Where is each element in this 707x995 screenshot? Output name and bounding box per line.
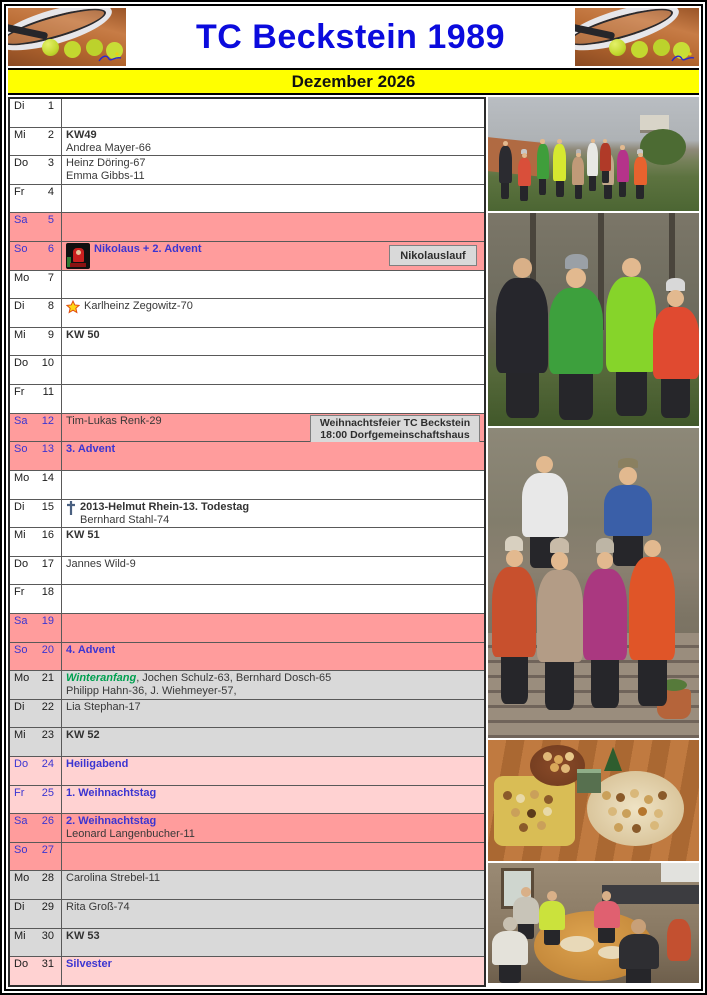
- day-label: [10, 299, 62, 327]
- day-number: 7: [47, 271, 54, 284]
- bush: [640, 129, 686, 165]
- person-figure: [553, 139, 566, 197]
- weekday-abbrev: So: [14, 843, 28, 856]
- event-line: [66, 701, 141, 714]
- entry-text: Karlheinz Zegowitz-70: [84, 300, 193, 313]
- calendar-row-mi-30: [10, 929, 484, 958]
- event-line: [66, 685, 331, 698]
- weekday-abbrev: Di: [14, 901, 25, 914]
- day-label: [10, 871, 62, 899]
- calendar-row-do-3: [10, 156, 484, 185]
- weekday-abbrev: Di: [14, 100, 25, 112]
- event-line: [80, 501, 249, 514]
- day-label: [10, 271, 62, 299]
- signature-mark: [670, 52, 696, 64]
- day-content: [62, 128, 484, 156]
- day-label: [10, 385, 62, 413]
- event-line: [94, 243, 202, 256]
- day-label: [10, 757, 62, 785]
- cookie-box: [494, 776, 574, 846]
- event-line: [66, 787, 156, 800]
- calendar-row-di-1: [10, 99, 484, 128]
- calendar-row-do-24: [10, 757, 484, 786]
- four-nordic-walkers-photo: [488, 213, 699, 426]
- day-number: 16: [41, 529, 54, 542]
- clay-court: [488, 137, 543, 177]
- weekday-abbrev: Fr: [14, 586, 25, 599]
- event-line: [66, 901, 130, 914]
- day-label: [10, 471, 62, 499]
- calendar-row-mo-7: [10, 271, 484, 300]
- entry-text: Winteranfang: [66, 672, 137, 685]
- photo-column: [488, 97, 699, 987]
- day-label: [10, 643, 62, 671]
- calendar-row-sa-12: [10, 414, 484, 443]
- event-line: [66, 672, 331, 685]
- note-line: 18:00 Dorfgemeinschaftshaus: [320, 428, 470, 441]
- person-figure: [606, 258, 656, 416]
- weekday-abbrev: So: [14, 243, 28, 256]
- day-label: [10, 843, 62, 871]
- candle: [577, 769, 601, 793]
- weekday-abbrev: Mo: [14, 672, 30, 685]
- day-content: [62, 557, 484, 585]
- day-label: [10, 328, 62, 356]
- calendar-row-mo-28: [10, 871, 484, 900]
- weekday-abbrev: Sa: [14, 414, 28, 427]
- day-content: [62, 500, 484, 528]
- entry-text: Carolina Strebel-11: [66, 872, 160, 885]
- day-content: [62, 614, 484, 642]
- day-label: [10, 213, 62, 241]
- event-line: [66, 443, 115, 456]
- entry-text: Andrea Mayer-66: [66, 141, 151, 154]
- person-figure: [539, 891, 565, 945]
- calendar-row-di-15: [10, 500, 484, 529]
- day-label: [10, 557, 62, 585]
- event-line: [66, 758, 128, 771]
- weekday-abbrev: Sa: [14, 815, 28, 828]
- day-content: [62, 843, 484, 871]
- person-figure: [594, 891, 620, 943]
- day-content: [62, 585, 484, 613]
- person-figure: [600, 139, 611, 183]
- tennis-photo-right: [575, 8, 699, 66]
- six-nordic-walkers-steps-photo: [488, 428, 699, 738]
- christmas-cookies-photo: [488, 740, 699, 861]
- red-jacket-on-chair: [667, 919, 691, 961]
- day-label: [10, 442, 62, 470]
- day-number: 20: [41, 643, 54, 656]
- day-number: 29: [41, 901, 54, 914]
- entry-text: KW 53: [66, 929, 100, 942]
- header: [8, 8, 699, 66]
- person-figure: [492, 536, 536, 704]
- day-content: [62, 814, 484, 842]
- calendar-row-fr-25: [10, 786, 484, 815]
- day-label: [10, 156, 62, 184]
- weekday-abbrev: So: [14, 643, 28, 656]
- person-figure: [492, 917, 528, 983]
- person-figure: [549, 254, 603, 420]
- calendar-row-mi-9: [10, 328, 484, 357]
- day-number: 25: [41, 786, 54, 799]
- weekday-abbrev: Sa: [14, 214, 28, 227]
- event-line: [66, 872, 160, 885]
- day-label: [10, 500, 62, 528]
- day-number: 8: [47, 300, 54, 313]
- entry-text: KW 52: [66, 729, 100, 742]
- day-number: 9: [47, 328, 54, 341]
- day-number: 6: [47, 243, 54, 256]
- entry-text: KW49: [66, 128, 97, 141]
- entry-text: Philipp Hahn-36, J. Wiehmeyer-57,: [66, 685, 237, 698]
- weekday-abbrev: Do: [14, 958, 29, 971]
- walking-group-outdoors-photo: [488, 97, 699, 211]
- weekday-abbrev: Do: [14, 157, 29, 170]
- day-label: [10, 242, 62, 270]
- day-number: 28: [41, 872, 54, 885]
- day-number: 18: [41, 586, 54, 599]
- day-content: [62, 185, 484, 213]
- day-content: [62, 442, 484, 470]
- weekday-abbrev: Di: [14, 500, 25, 513]
- weekday-abbrev: Mi: [14, 929, 26, 942]
- day-content: [62, 356, 484, 384]
- day-number: 27: [41, 843, 54, 856]
- event-line: [66, 828, 195, 841]
- person-figure: [518, 149, 531, 201]
- entry-text: KW 50: [66, 328, 100, 341]
- day-number: 26: [41, 815, 54, 828]
- calendar-row-fr-11: [10, 385, 484, 414]
- main-area: [8, 97, 699, 987]
- person-figure: [617, 145, 629, 197]
- weekday-abbrev: Mi: [14, 529, 26, 542]
- day-number: 14: [41, 471, 54, 484]
- day-label: [10, 700, 62, 728]
- weekday-abbrev: Fr: [14, 386, 25, 399]
- event-line: [66, 729, 100, 742]
- entry-text: Heinz Döring-67: [66, 157, 146, 170]
- event-line: [66, 815, 195, 828]
- day-label: [10, 957, 62, 985]
- weekday-abbrev: Mo: [14, 271, 30, 284]
- event-text: 3. Advent: [66, 443, 116, 456]
- group-at-table-indoors-photo: [488, 863, 699, 983]
- calendar-row-sa-5: [10, 213, 484, 242]
- weekday-abbrev: Mo: [14, 872, 30, 885]
- calendar-row-fr-18: [10, 585, 484, 614]
- note-line: Weihnachtsfeier TC Beckstein: [319, 416, 471, 429]
- day-content: [62, 643, 484, 671]
- day-content: [62, 271, 484, 299]
- event-text: 4. Advent: [66, 643, 116, 656]
- day-number: 11: [42, 386, 54, 399]
- day-content: [62, 900, 484, 928]
- calendar-row-di-29: [10, 900, 484, 929]
- day-number: 23: [41, 729, 54, 742]
- event-text: Silvester: [66, 958, 112, 971]
- calendar-row-sa-19: [10, 614, 484, 643]
- calendar-row-do-31: [10, 957, 484, 985]
- weekday-abbrev: So: [14, 443, 28, 456]
- page-title: [126, 8, 575, 66]
- weekday-abbrev: Do: [14, 357, 29, 370]
- person-figure: [537, 538, 583, 710]
- calendar-row-di-8: [10, 299, 484, 328]
- cross-icon: [66, 501, 76, 515]
- day-number: 2: [47, 128, 54, 141]
- person-figure: [619, 919, 659, 983]
- day-content: [62, 299, 484, 327]
- person-figure: [583, 538, 627, 708]
- calendar-row-mi-16: [10, 528, 484, 557]
- day-content: [62, 929, 484, 957]
- cookies: [602, 791, 611, 800]
- entry-text: Jannes Wild-9: [66, 557, 136, 570]
- nikolaus-icon: [66, 243, 90, 269]
- weekday-abbrev: Di: [14, 300, 25, 313]
- weekday-abbrev: Mi: [14, 729, 26, 742]
- day-number: 3: [47, 157, 54, 170]
- weekday-abbrev: Mi: [14, 128, 26, 141]
- calendar-row-mi-23: [10, 728, 484, 757]
- person-figure: [499, 141, 512, 199]
- calendar-row-di-22: [10, 700, 484, 729]
- event-line: [84, 300, 193, 313]
- event-line: [66, 644, 115, 657]
- month-banner: Dezember 2026: [8, 68, 699, 95]
- tennis-balls-icon: [609, 39, 626, 56]
- person-figure: [496, 258, 548, 418]
- cookies: [543, 752, 552, 761]
- day-label: [10, 929, 62, 957]
- day-label: [10, 528, 62, 556]
- day-number: 12: [41, 414, 54, 427]
- day-label: [10, 786, 62, 814]
- cupboard: [661, 863, 699, 882]
- day-content: [62, 328, 484, 356]
- calendar-row-mi-2: [10, 128, 484, 157]
- person-figure: [634, 149, 647, 199]
- weekday-abbrev: Mi: [14, 328, 26, 341]
- weekday-abbrev: Mo: [14, 471, 30, 484]
- event-line: [66, 930, 100, 943]
- day-content: [62, 156, 484, 184]
- event-line: [66, 129, 151, 142]
- event-line: [66, 142, 151, 155]
- event-line: [66, 558, 136, 571]
- event-line: [80, 514, 249, 527]
- day-label: [10, 614, 62, 642]
- nikolaus-image: [66, 243, 90, 269]
- tennis-photo-left: [8, 8, 126, 66]
- day-number: 1: [47, 100, 54, 112]
- day-content: [62, 671, 484, 699]
- event-text: Heiligabend: [66, 758, 129, 771]
- event-line: [66, 529, 100, 542]
- day-number: 30: [41, 929, 54, 942]
- day-label: [10, 814, 62, 842]
- day-content: [62, 786, 484, 814]
- day-number: 24: [41, 758, 54, 771]
- day-label: [10, 900, 62, 928]
- mini-christmas-tree-icon: [604, 747, 622, 771]
- day-content: [62, 213, 484, 241]
- weekday-abbrev: Do: [14, 758, 29, 771]
- entry-text: Lia Stephan-17: [66, 700, 141, 713]
- day-number: 19: [41, 614, 54, 627]
- person-figure: [537, 139, 549, 195]
- day-label: [10, 356, 62, 384]
- cookie-plate: [587, 771, 684, 846]
- calendar-row-so-6: [10, 242, 484, 271]
- weihnachtsfeier-note: [310, 415, 480, 443]
- entry-text: Rita Groß-74: [66, 901, 130, 914]
- day-label: [10, 99, 62, 127]
- day-label: [10, 728, 62, 756]
- day-number: 15: [41, 500, 54, 513]
- person-figure: [629, 540, 675, 706]
- calendar-row-do-17: [10, 557, 484, 586]
- person-figure: [653, 278, 699, 418]
- day-content: [62, 528, 484, 556]
- day-content: [62, 385, 484, 413]
- club-title-text: TC Beckstein 1989: [196, 17, 505, 56]
- day-content: [62, 471, 484, 499]
- day-number: 4: [47, 185, 54, 198]
- entry-text: Tim-Lukas Renk-29: [66, 414, 162, 427]
- day-number: 13: [41, 443, 54, 456]
- calendar-row-mo-21: [10, 671, 484, 700]
- day-content: [62, 957, 484, 985]
- calendar-row-do-10: [10, 356, 484, 385]
- day-number: 5: [47, 214, 54, 227]
- cookies: [503, 791, 512, 800]
- weekday-abbrev: Sa: [14, 614, 28, 627]
- day-content: [62, 700, 484, 728]
- entry-text: KW 51: [66, 529, 100, 542]
- calendar-row-so-27: [10, 843, 484, 872]
- weekday-abbrev: Fr: [14, 786, 25, 799]
- day-label: [10, 128, 62, 156]
- day-content: [62, 99, 484, 127]
- weekday-abbrev: Do: [14, 557, 29, 570]
- event-line: [66, 415, 162, 428]
- event-line: [66, 170, 145, 183]
- star-icon: [66, 300, 80, 314]
- entry-text: Bernhard Stahl-74: [80, 513, 170, 526]
- entry-text: , Jochen Schulz-63, Bernhard Dosch-65: [136, 672, 332, 685]
- day-content: [62, 728, 484, 756]
- event-line: [66, 958, 112, 971]
- event-text: Nikolaus + 2. Advent: [94, 243, 202, 256]
- calendar-row-mo-14: [10, 471, 484, 500]
- tennis-balls-icon: [42, 39, 59, 56]
- day-content: [62, 871, 484, 899]
- event-text: 2. Weihnachtstag: [66, 815, 157, 828]
- person-figure: [572, 149, 584, 199]
- day-label: [10, 585, 62, 613]
- event-line: [66, 157, 145, 170]
- day-number: 21: [41, 672, 54, 685]
- day-label: [10, 185, 62, 213]
- day-number: 10: [41, 357, 54, 370]
- day-label: [10, 671, 62, 699]
- day-number: 17: [41, 557, 54, 570]
- weekday-abbrev: Di: [14, 700, 25, 713]
- day-number: 22: [41, 700, 54, 713]
- entry-text: 2013-Helmut Rhein-13. Todestag: [80, 500, 250, 513]
- calendar-row-fr-4: [10, 185, 484, 214]
- calendar-row-so-13: [10, 442, 484, 471]
- day-number: 31: [41, 958, 54, 971]
- calendar-table: [8, 97, 486, 987]
- nikolauslauf-label: Nikolauslauf: [389, 245, 477, 266]
- calendar-row-sa-26: [10, 814, 484, 843]
- signature-mark: [97, 52, 123, 64]
- event-text: 1. Weihnachtstag: [66, 786, 157, 799]
- event-line: [66, 329, 100, 342]
- entry-text: Emma Gibbs-11: [66, 170, 145, 183]
- day-content: [62, 757, 484, 785]
- entry-text: Leonard Langenbucher-11: [66, 828, 195, 841]
- day-label: [10, 414, 62, 442]
- calendar-row-so-20: [10, 643, 484, 672]
- weekday-abbrev: Fr: [14, 185, 25, 198]
- dish: [560, 936, 594, 952]
- person-figure: [587, 139, 598, 191]
